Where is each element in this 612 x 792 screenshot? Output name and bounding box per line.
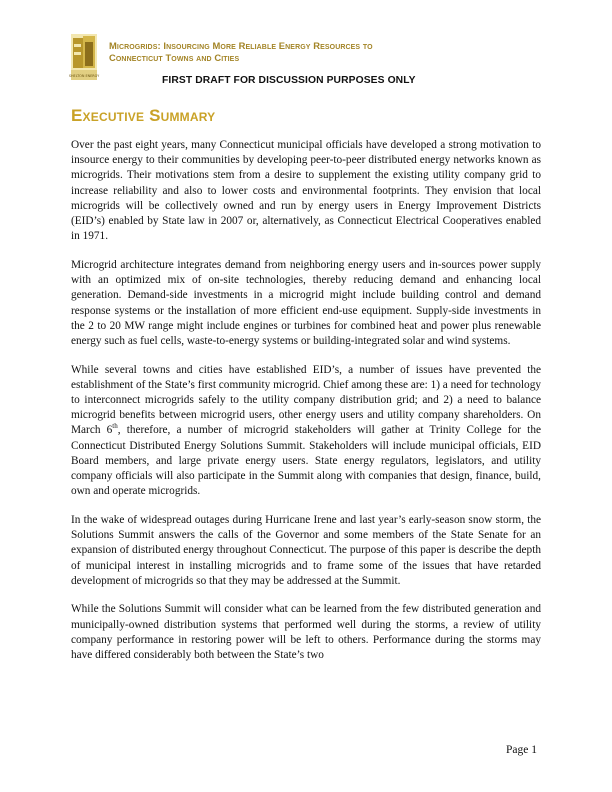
body-text — [71, 138, 541, 677]
draft-notice: FIRST DRAFT FOR DISCUSSION PURPOSES ONLY — [162, 75, 416, 86]
header-title-line-2: Connecticut Towns and Cities — [109, 52, 240, 63]
header-title — [109, 40, 549, 64]
paragraph-5: While the Solutions Summit will consider what can be learned from the few distributed generation and municipally-owned distribution systems that performed well during the storms, a review of utility company performance in restoring power will be left to others. Performance during the storms may have differed considerably both between the State’s two — [71, 603, 541, 662]
section-heading: Executive Summary — [71, 106, 216, 125]
company-logo — [68, 34, 100, 80]
paragraph-3-part-1: While several towns and cities have established EID’s, a number of issues have prevented the establishment of the State’s first community microgrid. Chief among these are: 1) a need for technology to interconnect microgrids safely to the utility company distribution grid; and 2) a need to balance microgrid benefits between microgrid users, other energy users and utility company shareholders. On March 6 — [71, 363, 541, 437]
paragraph-1: Over the past eight years, many Connecticut municipal officials have developed a strong motivation to insource energy to their communities by developing peer-to-peer distributed energy networks known as microgrids. Their motivations stem from a desire to supplement the existing utility company grid to increase reliability and also to lower costs and environmental footprints. They envision that local microgrids will be collectively owned and run by energy users in Energy Improvement Districts (EID’s) enabled by State law in 2007 or, alternatively, as Connecticut Electrical Cooperatives enabled in 1971. — [71, 139, 541, 243]
paragraph-4: In the wake of widespread outages during Hurricane Irene and last year’s early-season snow storm, the Solutions Summit answers the calls of the Governor and some members of the State Senate for an expansion of distributed energy throughout Connecticut. The purpose of this paper is describe the depth of municipal interest in installing microgrids and to frame some of the issues that have retarded development of microgrids so that they may be addressed at the Summit. — [71, 513, 541, 587]
paragraph-3 — [71, 363, 541, 500]
paragraph-3-part-2: , therefore, a number of microgrid stakeholders will gather at Trinity College for the Connecticut Distributed Energy Solutions Summit. Stakeholders will include municipal officials, EID Board members, and large private energy users. State energy regulators, legislators, and utility company officials will also participate in the Summit along with companies that design, finance, build, own and operate microgrids. — [71, 424, 541, 498]
header-title-line-1: Microgrids: Insourcing More Reliable Energy Resources to — [109, 40, 373, 51]
logo-caption: SHELTON ENERGY — [68, 74, 100, 78]
ordinal-suffix: th — [112, 422, 118, 431]
paragraph-2: Microgrid architecture integrates demand from neighboring energy users and in-sources power supply with an optimized mix of on-site technologies, thereby reducing demand and enhancing local generation. Demand-side investments in a microgrid might include building control and demand response systems or the installation of more efficient end-use equipment. Supply-side investments in the 2 to 20 MW range might include engines or turbines for combined heat and power plus renewable energy such as fuel cells, waste-to-energy systems or building-integrated solar and wind systems. — [71, 258, 541, 347]
page-number: Page 1 — [506, 744, 537, 756]
